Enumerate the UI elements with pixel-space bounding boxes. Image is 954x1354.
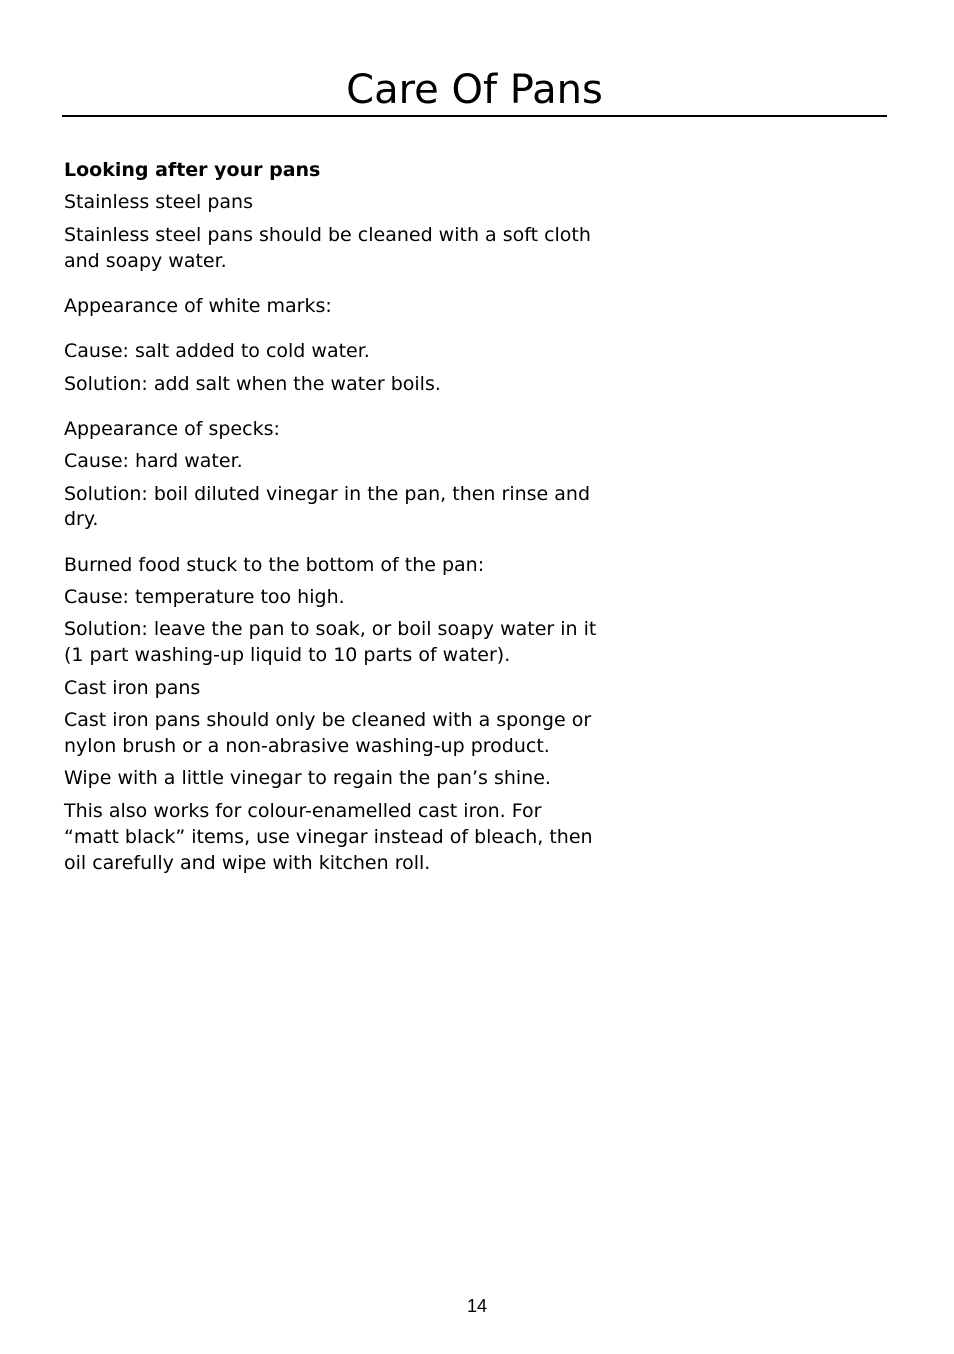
- burned-cause: Cause: temperature too high.: [64, 586, 345, 608]
- white-marks-title: Appearance of white marks:: [64, 295, 332, 317]
- cast-iron-shine: Wipe with a little vinegar to regain the pan’s shine.: [64, 767, 551, 789]
- white-marks-solution: Solution: add salt when the water boils.: [64, 373, 441, 395]
- specks-cause: Cause: hard water.: [64, 450, 243, 472]
- section-heading: Looking after your pans: [64, 159, 321, 181]
- page-title: Care Of Pans: [346, 67, 603, 113]
- burned-title: Burned food stuck to the bottom of the pan:: [64, 554, 485, 576]
- cast-iron-clean-line1: Cast iron pans should only be cleaned with a sponge or: [64, 709, 592, 731]
- cast-iron-subheading: Cast iron pans: [64, 677, 201, 699]
- white-marks-cause: Cause: salt added to cold water.: [64, 340, 370, 362]
- stainless-intro-line1: Stainless steel pans should be cleaned with a soft cloth: [64, 224, 591, 246]
- burned-solution-line2: (1 part washing-up liquid to 10 parts of water).: [64, 644, 511, 666]
- cast-iron-enamel-line3: oil carefully and wipe with kitchen roll.: [64, 852, 431, 874]
- cast-iron-clean-line2: nylon brush or a non-abrasive washing-up product.: [64, 735, 550, 757]
- cast-iron-enamel-line2: “matt black” items, use vinegar instead of bleach, then: [64, 826, 593, 848]
- stainless-intro-line2: and soapy water.: [64, 250, 227, 272]
- page-number: 14: [466, 1296, 488, 1316]
- burned-solution-line1: Solution: leave the pan to soak, or boil soapy water in it: [64, 618, 597, 640]
- stainless-subheading: Stainless steel pans: [64, 191, 253, 213]
- specks-solution-line2: dry.: [64, 508, 99, 530]
- specks-title: Appearance of specks:: [64, 418, 280, 440]
- title-divider: [62, 115, 887, 117]
- cast-iron-enamel-line1: This also works for colour-enamelled cast iron. For: [64, 800, 542, 822]
- specks-solution-line1: Solution: boil diluted vinegar in the pan, then rinse and: [64, 483, 591, 505]
